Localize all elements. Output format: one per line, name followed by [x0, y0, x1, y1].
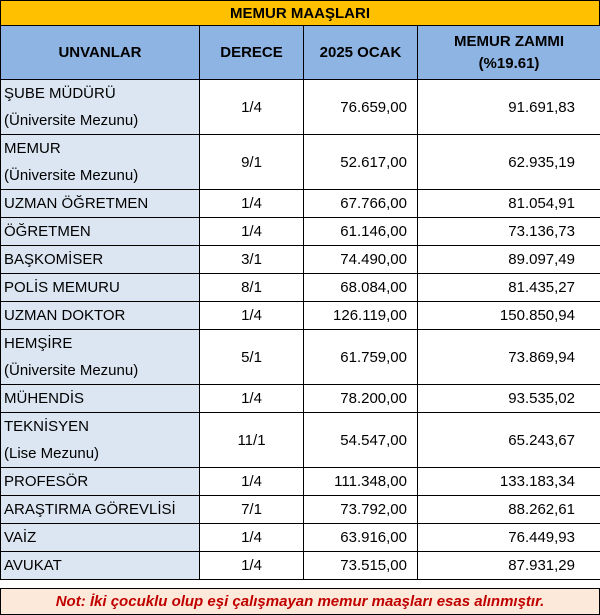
job-title: POLİS MEMURU: [4, 279, 120, 296]
salary-cell: 126.119,00: [304, 302, 418, 330]
table-row: [1, 218, 600, 246]
raised-salary-cell: 65.243,67: [418, 413, 600, 468]
salary-cell: 54.547,00: [304, 413, 418, 468]
table-row: [1, 552, 600, 580]
grade-cell: 1/4: [200, 190, 304, 218]
job-title: ARAŞTIRMA GÖREVLİSİ: [4, 501, 176, 518]
raised-salary-cell: 133.183,34: [418, 468, 600, 496]
raised-salary-cell: 89.097,49: [418, 246, 600, 274]
job-title: ÖĞRETMEN: [4, 223, 91, 240]
salary-cell: 68.084,00: [304, 274, 418, 302]
grade-cell: 1/4: [200, 80, 304, 135]
table-row: [1, 246, 600, 274]
table-row: [1, 302, 600, 330]
header-salary: 2025 OCAK: [304, 26, 418, 80]
header-raise-label: MEMUR ZAMMI: [454, 33, 564, 50]
raised-salary-cell: 91.691,83: [418, 80, 600, 135]
job-title-cell: [1, 135, 200, 190]
salary-cell: 111.348,00: [304, 468, 418, 496]
grade-cell: 3/1: [200, 246, 304, 274]
grade-cell: 7/1: [200, 496, 304, 524]
salary-cell: 52.617,00: [304, 135, 418, 190]
table-row: [1, 524, 600, 552]
header-row: [1, 26, 600, 80]
salary-cell: 74.490,00: [304, 246, 418, 274]
job-title-cell: [1, 246, 200, 274]
job-title-cell: [1, 552, 200, 580]
raised-salary-cell: 73.869,94: [418, 330, 600, 385]
job-title-cell: [1, 413, 200, 468]
salary-cell: 73.515,00: [304, 552, 418, 580]
table-row: [1, 468, 600, 496]
salary-cell: 61.146,00: [304, 218, 418, 246]
grade-cell: 1/4: [200, 385, 304, 413]
job-title-cell: [1, 274, 200, 302]
grade-cell: 1/4: [200, 468, 304, 496]
table-row: [1, 496, 600, 524]
job-title: VAİZ: [4, 529, 36, 546]
job-title: HEMŞİRE: [4, 335, 72, 352]
raised-salary-cell: 88.262,61: [418, 496, 600, 524]
job-education: (Üniversite Mezunu): [4, 362, 138, 379]
raised-salary-cell: 73.136,73: [418, 218, 600, 246]
job-title-cell: [1, 468, 200, 496]
salary-table: [0, 25, 600, 580]
salary-cell: 61.759,00: [304, 330, 418, 385]
table-row: [1, 413, 600, 468]
grade-cell: 5/1: [200, 330, 304, 385]
raised-salary-cell: 93.535,02: [418, 385, 600, 413]
job-title: PROFESÖR: [4, 473, 88, 490]
job-title: UZMAN ÖĞRETMEN: [4, 195, 148, 212]
header-titles: UNVANLAR: [1, 26, 200, 80]
job-title-cell: [1, 524, 200, 552]
header-raise-rate: (%19.61): [479, 55, 540, 72]
footnote: Not: İki çocuklu olup eşi çalışmayan memur maaşları esas alınmıştır.: [0, 588, 600, 615]
job-title-cell: [1, 190, 200, 218]
job-title: BAŞKOMİSER: [4, 251, 103, 268]
raised-salary-cell: 150.850,94: [418, 302, 600, 330]
job-title-cell: [1, 80, 200, 135]
job-title: TEKNİSYEN: [4, 418, 89, 435]
job-education: (Üniversite Mezunu): [4, 112, 138, 129]
table-row: [1, 274, 600, 302]
table-row: [1, 135, 600, 190]
table-row: [1, 385, 600, 413]
raised-salary-cell: 81.435,27: [418, 274, 600, 302]
job-title-cell: [1, 218, 200, 246]
raised-salary-cell: 87.931,29: [418, 552, 600, 580]
job-education: (Üniversite Mezunu): [4, 167, 138, 184]
job-title-cell: [1, 330, 200, 385]
job-title: UZMAN DOKTOR: [4, 307, 125, 324]
table-row: [1, 330, 600, 385]
grade-cell: 1/4: [200, 552, 304, 580]
table-row: [1, 80, 600, 135]
grade-cell: 8/1: [200, 274, 304, 302]
raised-salary-cell: 76.449,93: [418, 524, 600, 552]
salary-cell: 78.200,00: [304, 385, 418, 413]
grade-cell: 1/4: [200, 302, 304, 330]
job-title: MEMUR: [4, 140, 61, 157]
job-title: AVUKAT: [4, 557, 62, 574]
raised-salary-cell: 81.054,91: [418, 190, 600, 218]
grade-cell: 1/4: [200, 524, 304, 552]
job-title-cell: [1, 385, 200, 413]
salary-cell: 76.659,00: [304, 80, 418, 135]
job-title: ŞUBE MÜDÜRÜ: [4, 85, 116, 102]
raised-salary-cell: 62.935,19: [418, 135, 600, 190]
job-title: MÜHENDİS: [4, 390, 84, 407]
table-row: [1, 190, 600, 218]
salary-cell: 73.792,00: [304, 496, 418, 524]
job-title-cell: [1, 302, 200, 330]
salary-cell: 63.916,00: [304, 524, 418, 552]
grade-cell: 11/1: [200, 413, 304, 468]
grade-cell: 9/1: [200, 135, 304, 190]
sheet-title: MEMUR MAAŞLARI: [0, 0, 600, 25]
table-body: [1, 80, 600, 580]
job-education: (Lise Mezunu): [4, 445, 99, 462]
grade-cell: 1/4: [200, 218, 304, 246]
job-title-cell: [1, 496, 200, 524]
salary-cell: 67.766,00: [304, 190, 418, 218]
header-raise: [418, 26, 600, 80]
header-grade: DERECE: [200, 26, 304, 80]
